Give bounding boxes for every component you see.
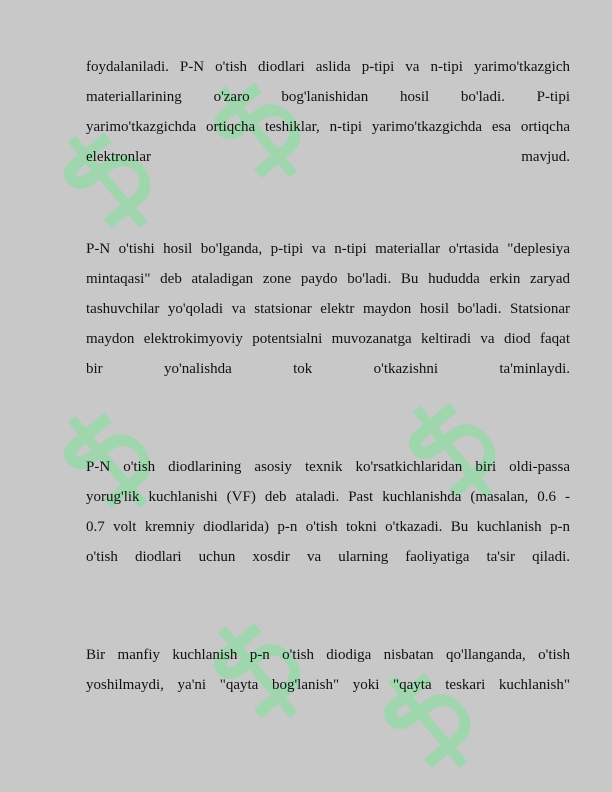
- text-line: P-N o'tish diodlarining asosiy texnik ko'rsatkichlaridan biri oldi-passa: [86, 459, 570, 475]
- text-line: 0.7 volt kremniy diodlarida) p-n o'tish tokni o'tkazadi. Bu kuchlanish p-n: [86, 519, 570, 535]
- text-line: mintaqasi" deb ataladigan zone paydo bo'ladi. Bu hududda erkin zaryad: [86, 271, 570, 287]
- paragraph: [86, 452, 570, 572]
- paragraph: [86, 52, 570, 172]
- text-line: yorug'lik kuchlanishi (VF) deb ataladi. Past kuchlanishda (masalan, 0.6 -: [86, 489, 570, 505]
- paragraph: [86, 234, 570, 384]
- text-line: o'tish diodlari uchun xosdir va ularning faoliyatiga ta'sir qiladi.: [86, 549, 570, 565]
- text-line: P-N o'tishi hosil bo'lganda, p-tipi va n-tipi materiallar o'rtasida "deplesiya: [86, 241, 570, 257]
- text-line: bir yo'nalishda tok o'tkazishni ta'minlaydi.: [86, 361, 570, 377]
- text-line: yarimo'tkazgichda ortiqcha teshiklar, n-tipi yarimo'tkazgichda esa ortiqcha: [86, 119, 570, 135]
- text-line: Bir manfiy kuchlanish p-n o'tish diodiga nisbatan qo'llanganda, o'tish: [86, 647, 570, 663]
- text-line: tashuvchilar yo'qoladi va statsionar elektr maydon hosil bo'ladi. Statsionar: [86, 301, 570, 317]
- text-line: elektronlar mavjud.: [86, 149, 570, 165]
- text-line: maydon elektrokimyoviy potentsialni muvozanatga keltiradi va diod faqat: [86, 331, 570, 347]
- text-line: foydalaniladi. P-N o'tish diodlari aslida p-tipi va n-tipi yarimo'tkazgich: [86, 59, 570, 75]
- text-line: materiallarining o'zaro bog'lanishidan hosil bo'ladi. P-tipi: [86, 89, 570, 105]
- paragraph: [86, 640, 570, 700]
- text-line: yoshilmaydi, ya'ni "qayta bog'lanish" yoki "qayta teskari kuchlanish": [86, 677, 570, 693]
